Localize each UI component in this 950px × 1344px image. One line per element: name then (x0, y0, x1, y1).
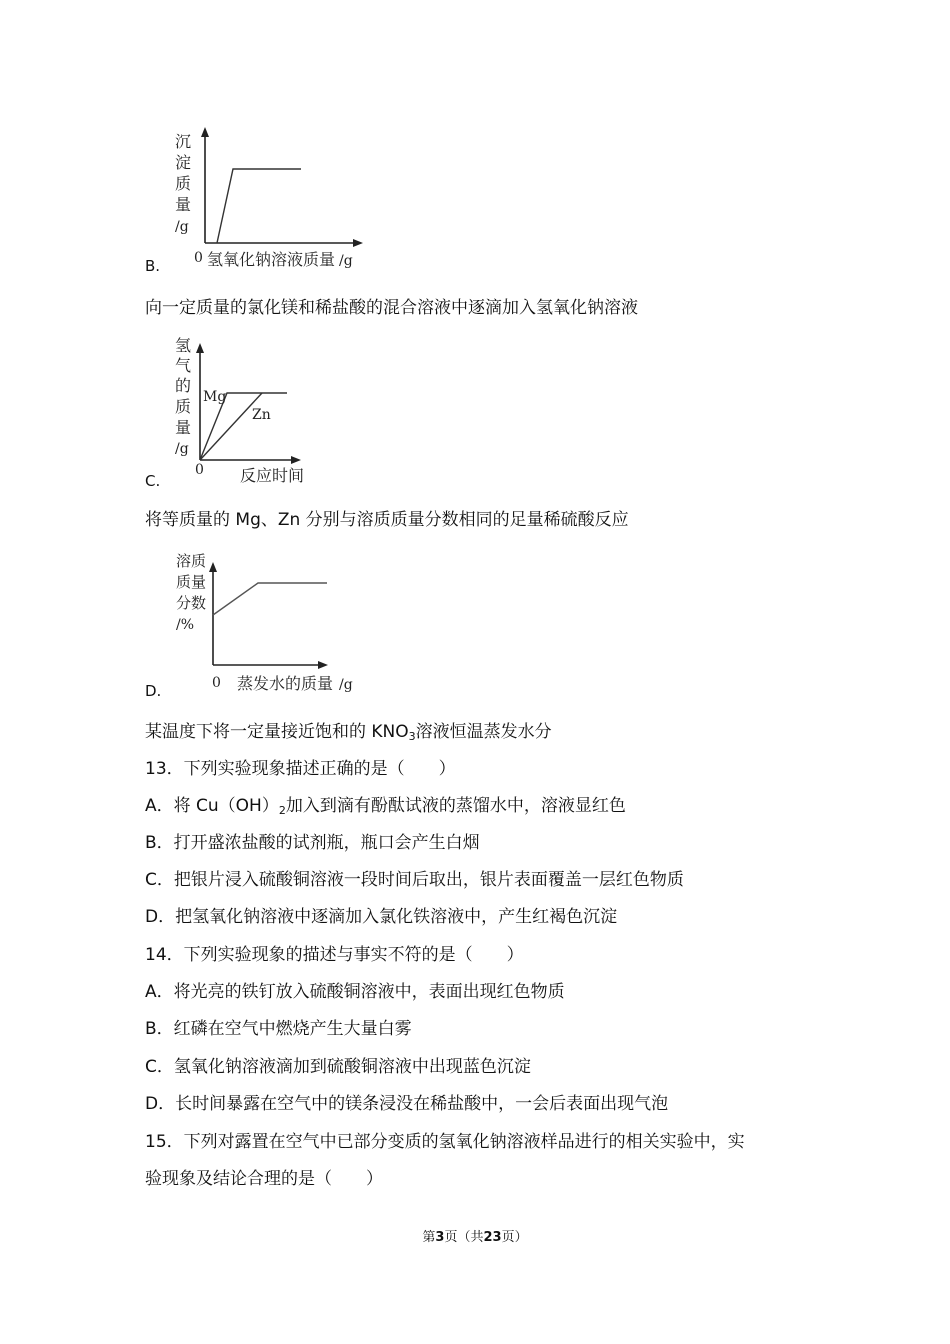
y-label-char: 的 (175, 376, 192, 395)
y-label-char: 质 (175, 174, 192, 193)
y-label-line: 质量 (176, 573, 207, 591)
figure-d (170, 548, 370, 698)
q13-option-c: C．把银片浸入硫酸铜溶液一段时间后取出，银片表面覆盖一层红色物质 (145, 870, 684, 890)
figure-c (165, 335, 325, 485)
footer-text: 第 (422, 1230, 436, 1245)
option-d-label: D. (145, 682, 162, 700)
figure-d-caption (145, 721, 552, 743)
x-axis-arrow (291, 456, 301, 464)
figure-c-caption: 将等质量的 Mg、Zn 分别与溶质质量分数相同的足量稀硫酸反应 (145, 510, 629, 530)
y-label-char: 气 (175, 356, 192, 375)
x-axis-arrow (353, 239, 363, 247)
y-label-line: 溶质 (176, 552, 207, 570)
origin-label: 0 (212, 675, 221, 691)
q14-option-d: D．长时间暴露在空气中的镁条浸没在稀盐酸中，一会后表面出现气泡 (145, 1094, 669, 1114)
figure-b-graph (165, 125, 365, 275)
y-label-line: 分数 (176, 594, 207, 612)
q14-option-b: B．红磷在空气中燃烧产生大量白雾 (145, 1019, 412, 1039)
q15-stem-line2: 验现象及结论合理的是（ ） (145, 1169, 383, 1189)
figure-d-graph (170, 548, 370, 698)
option-b-label: B. (145, 257, 161, 275)
y-axis-arrow (196, 343, 204, 353)
option-subscript: 2 (278, 804, 286, 817)
q13-option-d: D．把氢氧化钠溶液中逐滴加入氯化铁溶液中，产生红褐色沉淀 (145, 907, 618, 927)
y-label-unit: /g (175, 219, 189, 235)
x-label: 氢氧化钠溶液质量 (207, 250, 336, 269)
y-label-unit: /% (176, 617, 195, 633)
y-label-char: 氢 (175, 336, 192, 355)
option-c-label: C. (145, 472, 161, 490)
option-text: 加入到滴有酚酞试液的蒸馏水中，溶液显红色 (285, 796, 626, 816)
footer-text: 页） (501, 1230, 528, 1245)
q14-option-c: C．氢氧化钠溶液滴加到硫酸铜溶液中出现蓝色沉淀 (145, 1057, 531, 1077)
page-number: 3 (435, 1230, 445, 1245)
x-label: 反应时间 (240, 466, 305, 485)
caption-text: 某温度下将一定量接近饱和的 KNO (145, 722, 409, 742)
q13-option-b: B．打开盛浓盐酸的试剂瓶，瓶口会产生白烟 (145, 833, 480, 853)
y-label-char: 质 (175, 397, 192, 416)
total-pages: 23 (483, 1230, 502, 1245)
y-label-char: 淀 (175, 153, 192, 172)
x-label-unit: /g (339, 677, 353, 693)
x-label: 蒸发水的质量 (237, 674, 334, 693)
y-axis-arrow (201, 127, 209, 137)
figure-c-graph (165, 335, 325, 485)
mass-fraction-curve (213, 583, 327, 615)
x-label-unit: /g (339, 253, 353, 269)
origin-label: 0 (194, 250, 203, 266)
origin-label: 0 (195, 462, 204, 478)
series-label-zn: Zn (252, 407, 271, 423)
y-label-unit: /g (175, 441, 189, 457)
y-axis-arrow (209, 562, 217, 572)
caption-text: 溶液恒温蒸发水分 (415, 722, 552, 742)
page-footer (0, 1226, 950, 1245)
precipitate-curve (217, 169, 301, 243)
q15-stem-line1: 15．下列对露置在空气中已部分变质的氢氧化钠溶液样品进行的相关实验中，实 (145, 1132, 745, 1152)
caption-subscript: 3 (408, 730, 416, 743)
y-label-char: 量 (175, 195, 192, 214)
series-label-mg: Mg (203, 389, 227, 405)
footer-text: 页（共 (444, 1230, 484, 1245)
y-label-char: 量 (175, 418, 192, 437)
figure-b-caption: 向一定质量的氯化镁和稀盐酸的混合溶液中逐滴加入氢氧化钠溶液 (145, 298, 638, 318)
y-label-char: 沉 (175, 132, 192, 151)
q14-option-a: A．将光亮的铁钉放入硫酸铜溶液中，表面出现红色物质 (145, 982, 565, 1002)
q14-stem: 14．下列实验现象的描述与事实不符的是（ ） (145, 945, 524, 965)
figure-b (165, 125, 365, 275)
option-text: A．将 Cu（OH） (145, 796, 279, 816)
q13-stem: 13．下列实验现象描述正确的是（ ） (145, 759, 456, 779)
q13-option-a (145, 795, 626, 817)
x-axis-arrow (318, 661, 328, 669)
